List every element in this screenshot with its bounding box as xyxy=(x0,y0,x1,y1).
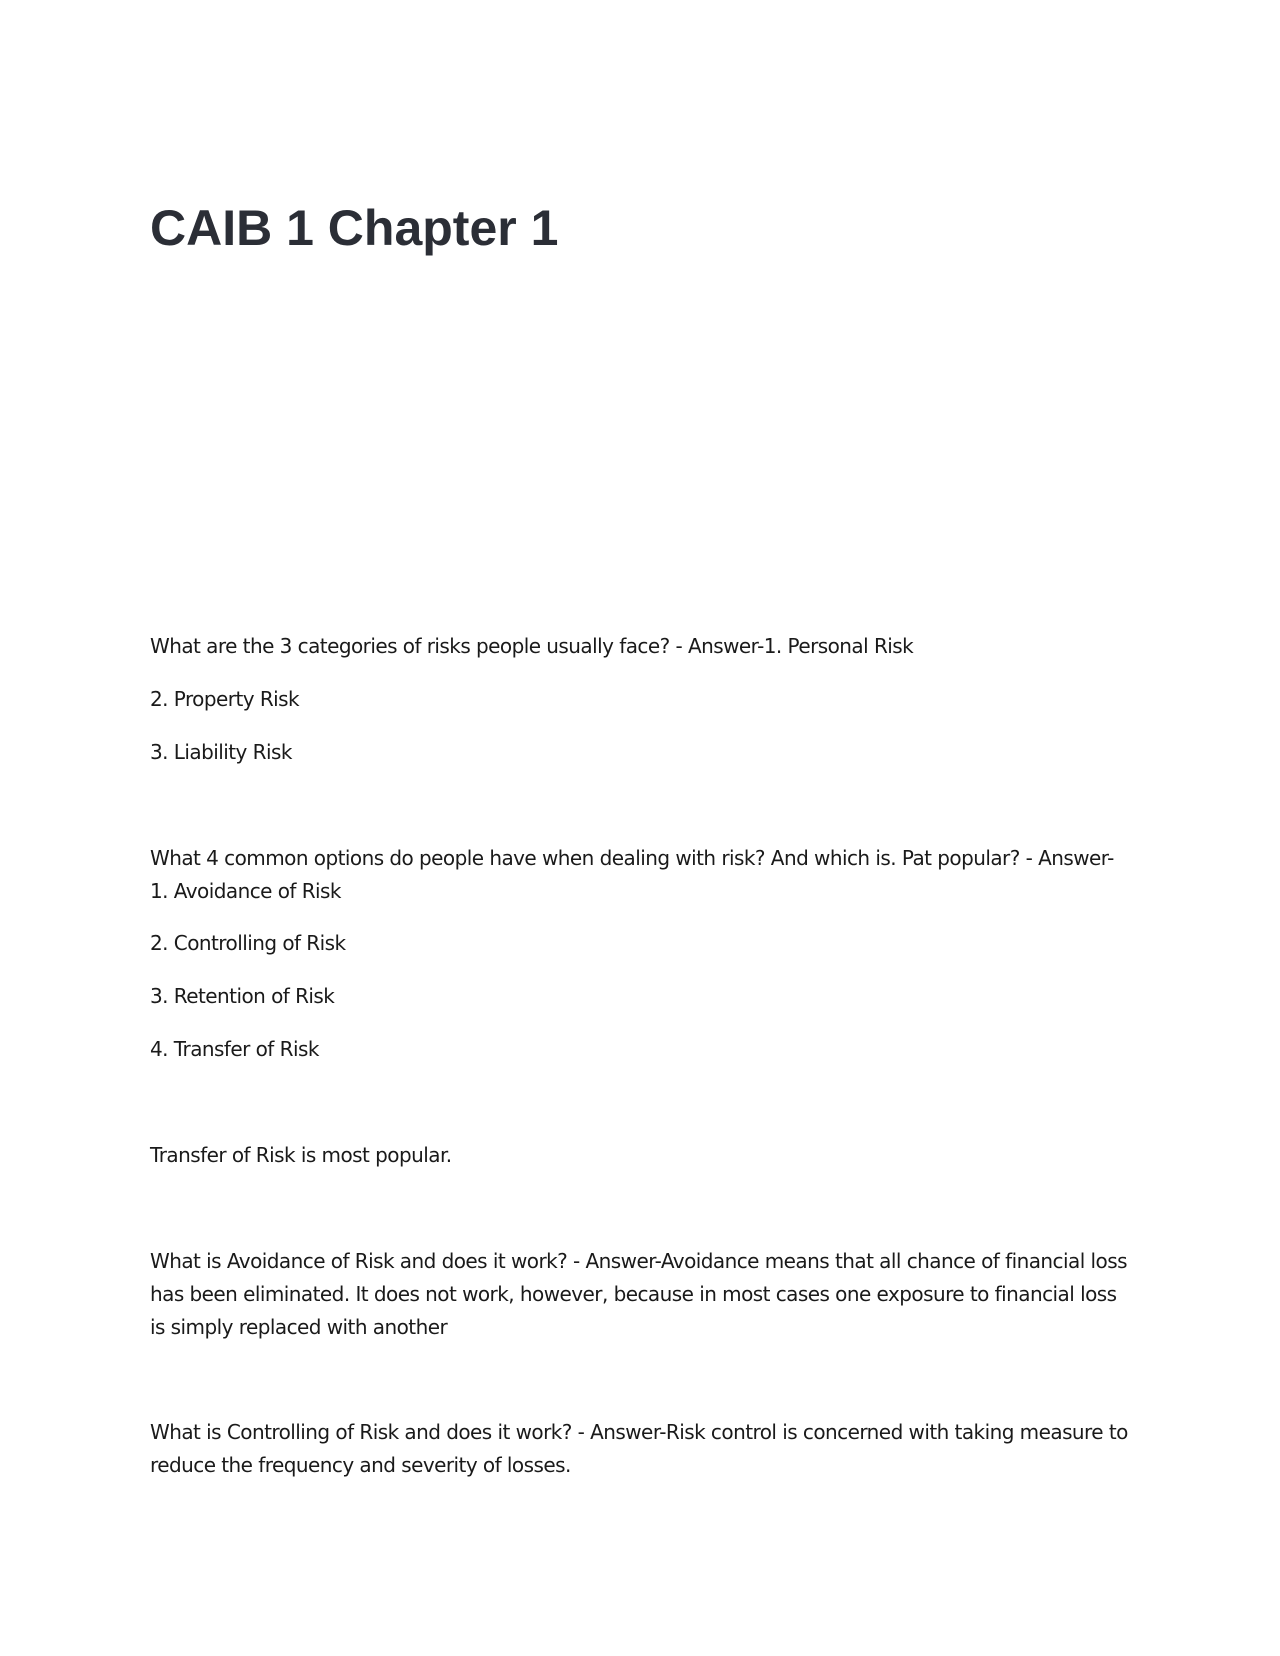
answer-item-controlling-risk: 2. Controlling of Risk xyxy=(150,931,346,955)
page-title: CAIB 1 Chapter 1 xyxy=(150,200,559,256)
qa-question-controlling: What is Controlling of Risk and does it work? - Answer-Risk control is concerned with taking measure to reduce the frequency and severity of losses. xyxy=(150,1420,1128,1477)
qa-question-risk-categories: What are the 3 categories of risks people usually face? - Answer-1. Personal Risk xyxy=(150,634,914,658)
qa-question-avoidance: What is Avoidance of Risk and does it work? - Answer-Avoidance means that all chance of financial loss has been eliminated. It does not work, however, because in most cases one exposure to financial loss is simply replaced with another xyxy=(150,1249,1127,1339)
answer-item-property-risk: 2. Property Risk xyxy=(150,687,300,711)
qa-question-risk-options: What 4 common options do people have when dealing with risk? And which is. Pat popular? - Answer-1. Avoidance of Risk xyxy=(150,846,1114,903)
answer-item-transfer-risk: 4. Transfer of Risk xyxy=(150,1037,319,1061)
answer-note-most-popular: Transfer of Risk is most popular. xyxy=(150,1143,452,1167)
answer-item-retention-risk: 3. Retention of Risk xyxy=(150,984,335,1008)
answer-item-liability-risk: 3. Liability Risk xyxy=(150,740,292,764)
